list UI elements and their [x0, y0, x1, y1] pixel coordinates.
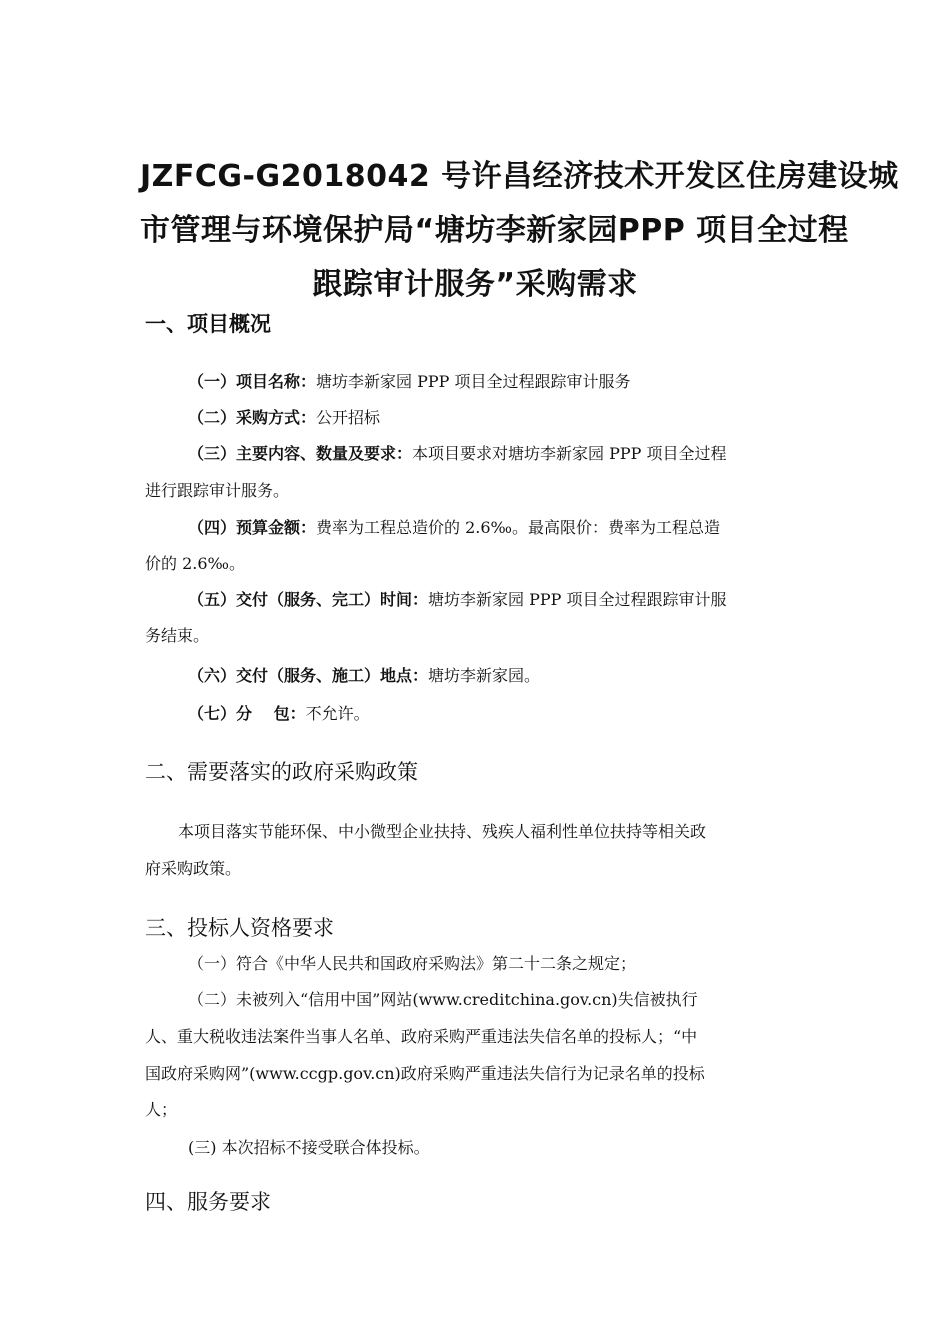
title-line-2: 市管理与环境保护局“塘坊李新家园PPP 项目全过程 [140, 213, 849, 248]
section-1-item-4-cont: 价的 2.6‰。 [145, 554, 246, 573]
section-3-item-3: (三) 本次招标不接受联合体投标。 [188, 1138, 430, 1157]
section-1-item-3 [188, 442, 727, 466]
section-2-para-line-1: 本项目落实节能环保、中小微型企业扶持、残疾人福利性单位扶持等相关政 [178, 822, 707, 841]
item-text: 公开招标 [316, 408, 381, 427]
section-4-heading: 四、服务要求 [145, 1190, 271, 1214]
item-text: 不允许。 [305, 704, 370, 723]
section-1-item-6 [188, 664, 540, 688]
document-title [140, 150, 899, 312]
item-label: （一）项目名称： [188, 372, 317, 391]
section-2-heading: 二、需要落实的政府采购政策 [145, 760, 418, 784]
section-1-item-5-cont: 务结束。 [145, 626, 210, 645]
section-1-item-1 [188, 370, 631, 394]
item-label: （六）交付（服务、施工）地点： [188, 666, 429, 685]
item-label: （七）分 包： [188, 704, 306, 723]
item-text: 费率为工程总造价的 2.6‰。最高限价：费率为工程总造 [316, 518, 721, 537]
section-3-item-1: （一）符合《中华人民共和国政府采购法》第二十二条之规定； [188, 954, 637, 973]
item-text: 塘坊李新家园。 [428, 666, 541, 685]
item-text: 塘坊李新家园 PPP 项目全过程跟踪审计服 [428, 590, 727, 609]
section-1-item-5 [188, 588, 727, 612]
section-1-item-7 [188, 702, 370, 726]
section-1-item-3-cont: 进行跟踪审计服务。 [145, 481, 290, 500]
title-line-3: 跟踪审计服务”采购需求 [312, 267, 638, 302]
section-2-para-line-2: 府采购政策。 [145, 859, 242, 878]
section-3-heading: 三、投标人资格要求 [145, 916, 334, 940]
section-3-item-2-line-1: （二）未被列入“信用中国”网站(www.creditchina.gov.cn)失信被执行 [188, 990, 698, 1009]
item-label: （二）采购方式： [188, 408, 317, 427]
item-label: （三）主要内容、数量及要求： [188, 444, 413, 463]
item-label: （四）预算金额： [188, 518, 317, 537]
section-1-heading: 一、项目概况 [145, 312, 271, 336]
section-3-item-2-line-4: 人； [145, 1100, 178, 1119]
title-line-1: JZFCG-G2018042 号许昌经济技术开发区住房建设城 [140, 159, 899, 194]
section-1-item-4 [188, 516, 720, 540]
item-label: （五）交付（服务、完工）时间： [188, 590, 429, 609]
section-3-item-2-line-2: 人、重大税收违法案件当事人名单、政府采购严重违法失信名单的投标人；“中 [145, 1027, 698, 1046]
item-text: 塘坊李新家园 PPP 项目全过程跟踪审计服务 [316, 372, 631, 391]
item-text: 本项目要求对塘坊李新家园 PPP 项目全过程 [412, 444, 727, 463]
section-3-item-2-line-3: 国政府采购网”(www.ccgp.gov.cn)政府采购严重违法失信行为记录名单的投标 [145, 1064, 705, 1083]
section-1-item-2 [188, 406, 380, 430]
